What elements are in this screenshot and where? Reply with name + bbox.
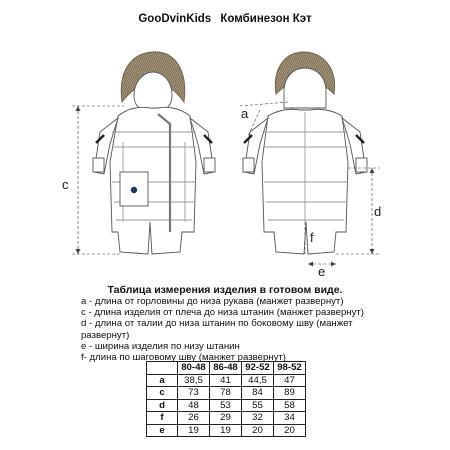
table-row <box>147 399 306 412</box>
label-f: f <box>310 230 314 245</box>
column-header: 98-52 <box>274 362 306 375</box>
column-header: 80-48 <box>178 362 210 375</box>
table-row <box>147 387 306 400</box>
table-cell: 26 <box>178 412 210 425</box>
legend-item: f- длина по шаговому шву (манжет развернут) <box>81 352 286 364</box>
label-a: a <box>241 106 249 121</box>
product-name: Комбинезон Кэт <box>220 13 312 25</box>
table-header-row <box>147 362 306 375</box>
page-title <box>0 13 450 25</box>
row-label: a <box>147 374 178 387</box>
table-cell: 34 <box>274 412 306 425</box>
table-row <box>147 424 306 437</box>
table-cell: 47 <box>274 374 306 387</box>
table-cell: 53 <box>210 399 242 412</box>
row-label: d <box>147 399 178 412</box>
table-cell: 73 <box>178 387 210 400</box>
table-cell: 58 <box>274 399 306 412</box>
row-label: e <box>147 424 178 437</box>
table-cell: 89 <box>274 387 306 400</box>
table-cell: 41 <box>210 374 242 387</box>
table-corner-cell <box>147 362 178 375</box>
table-cell: 20 <box>274 424 306 437</box>
logo-badge <box>131 187 137 193</box>
size-table <box>146 361 306 437</box>
legend-item: e - ширина изделия по низу штанин <box>81 340 240 352</box>
label-d: d <box>374 204 382 219</box>
legend-item: d - длина от талии до низа штанин по боковому шву (манжет развернут) <box>81 318 353 341</box>
label-e: e <box>318 264 326 277</box>
table-cell: 48 <box>178 399 210 412</box>
column-header: 86-48 <box>210 362 242 375</box>
table-row <box>147 374 306 387</box>
table-caption: Таблица измерения изделия в готовом виде. <box>107 284 343 296</box>
label-c: c <box>62 177 69 192</box>
table-cell: 38,5 <box>178 374 210 387</box>
garment-diagram <box>0 32 450 277</box>
table-cell: 29 <box>210 412 242 425</box>
brand-name: GooDvinKids <box>138 13 212 25</box>
table-cell: 19 <box>178 424 210 437</box>
measurement-legend <box>81 296 381 363</box>
row-label: c <box>147 387 178 400</box>
legend-item: c - длина изделия от плеча до низа штанин (манжет развернут) <box>81 307 364 319</box>
front-view <box>93 52 215 254</box>
table-cell: 55 <box>242 399 274 412</box>
table-cell: 84 <box>242 387 274 400</box>
table-cell: 20 <box>242 424 274 437</box>
table-row <box>147 412 306 425</box>
legend-item: a - длина от горловины до низа рукава (манжет развернут) <box>81 296 344 307</box>
column-header: 92-52 <box>242 362 274 375</box>
table-cell: 78 <box>210 387 242 400</box>
row-label: f <box>147 412 178 425</box>
table-cell: 32 <box>242 412 274 425</box>
table-cell: 44,5 <box>242 374 274 387</box>
table-cell: 19 <box>210 424 242 437</box>
